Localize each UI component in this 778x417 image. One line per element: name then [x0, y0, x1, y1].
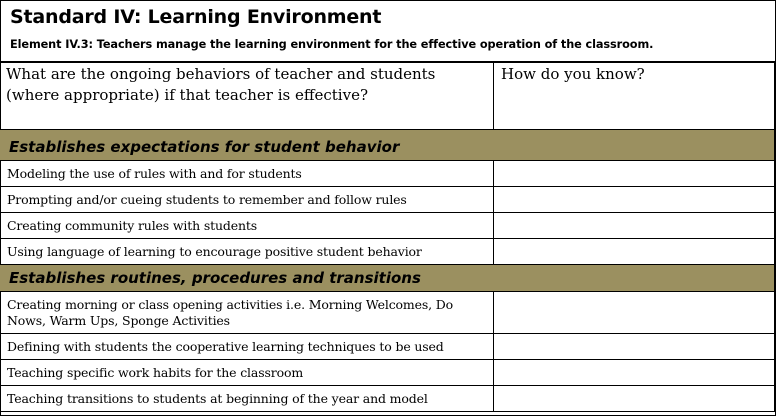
table-row: [0, 360, 775, 386]
evidence-cell[interactable]: [494, 161, 775, 187]
question-left: What are the ongoing behaviors of teacher and students (where appropriate) if that teacher is effective?: [0, 62, 494, 130]
behavior-cell: Defining with students the cooperative learning techniques to be used: [0, 334, 494, 360]
evidence-cell[interactable]: [494, 239, 775, 265]
document-header: [1, 1, 775, 63]
behavior-cell: Using language of learning to encourage positive student behavior: [0, 239, 494, 265]
section-heading-expectations: Establishes expectations for student behavior: [0, 130, 775, 161]
evidence-cell[interactable]: [494, 386, 775, 412]
table-row: [0, 334, 775, 360]
table-row: [0, 239, 775, 265]
behavior-cell: Prompting and/or cueing students to remember and follow rules: [0, 187, 494, 213]
behavior-cell: Teaching specific work habits for the classroom: [0, 360, 494, 386]
table-row: [0, 161, 775, 187]
table-row: [0, 386, 775, 412]
question-row: [0, 62, 775, 130]
behavior-cell: Creating community rules with students: [0, 213, 494, 239]
evidence-cell[interactable]: [494, 334, 775, 360]
behavior-cell: Teaching transitions to students at beginning of the year and model: [0, 386, 494, 412]
behavior-cell: Creating morning or class opening activities i.e. Morning Welcomes, Do Nows, Warm Ups, Sponge Activities: [0, 292, 494, 334]
table-row: [0, 292, 775, 334]
question-right: How do you know?: [494, 62, 775, 130]
evidence-cell[interactable]: [494, 292, 775, 334]
section-heading-row: [0, 265, 775, 292]
behavior-cell: Modeling the use of rules with and for students: [0, 161, 494, 187]
evidence-cell[interactable]: [494, 213, 775, 239]
table-row: [0, 213, 775, 239]
evidence-cell[interactable]: [494, 187, 775, 213]
table-row: [0, 187, 775, 213]
standard-title: Standard IV: Learning Environment: [10, 6, 382, 28]
section-heading-row: [0, 130, 775, 161]
observation-table: [0, 61, 775, 412]
evidence-cell[interactable]: [494, 360, 775, 386]
element-description: Element IV.3: Teachers manage the learning environment for the effective operation of the classroom.: [10, 38, 654, 51]
section-heading-routines: Establishes routines, procedures and transitions: [0, 265, 775, 292]
